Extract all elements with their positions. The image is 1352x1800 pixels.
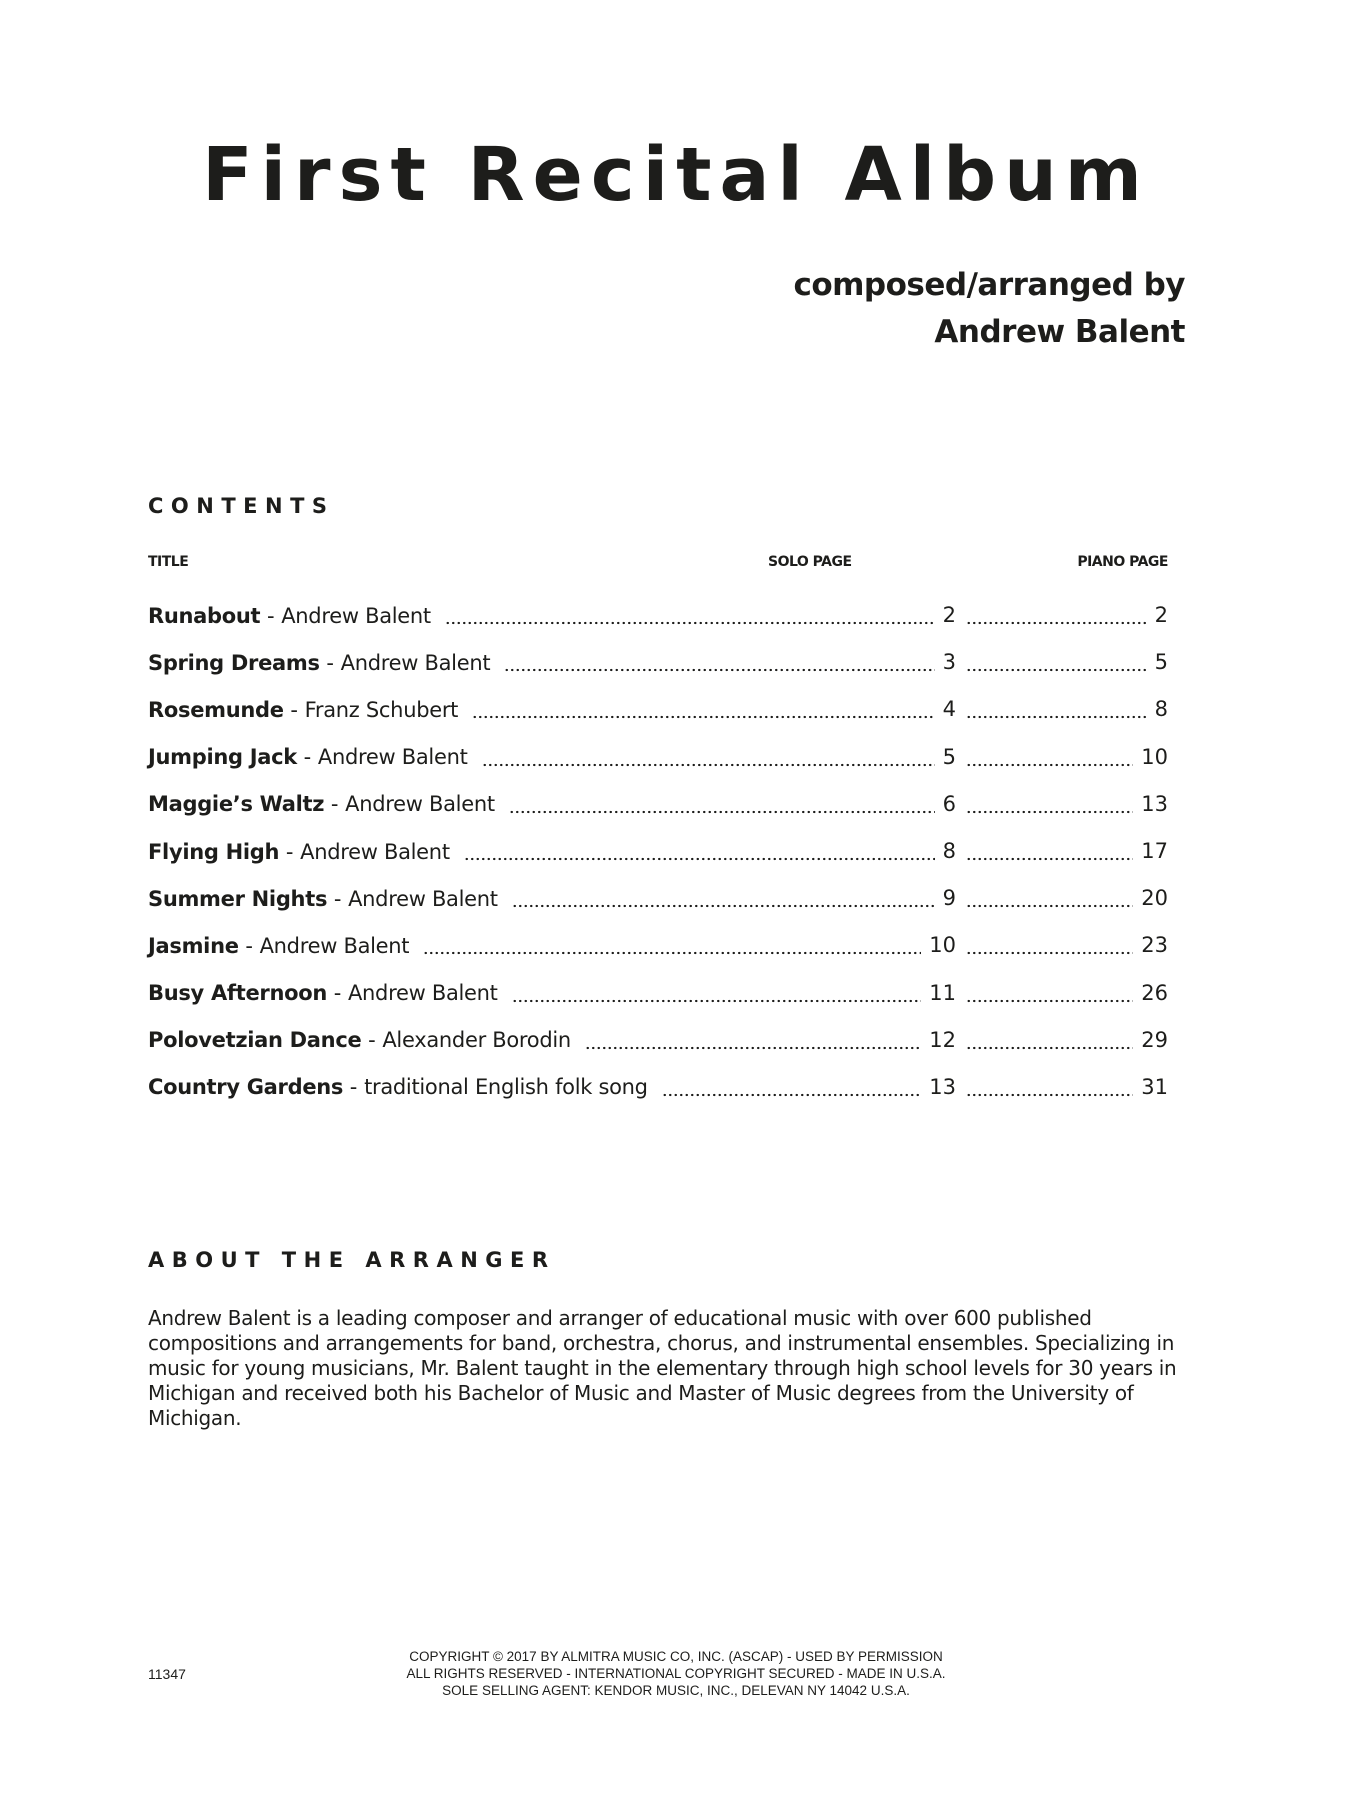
piece-title: Flying High xyxy=(148,839,280,864)
piece-title: Rosemunde xyxy=(148,697,284,722)
copyright-notice xyxy=(0,1648,1352,1699)
piece-title: Polovetzian Dance xyxy=(148,1028,362,1053)
solo-page-number: 9 xyxy=(942,886,956,911)
piano-page-number: 13 xyxy=(1141,791,1168,816)
dot-leader xyxy=(512,875,935,922)
toc-entry-label xyxy=(148,981,498,1005)
piece-composer: Andrew Balent xyxy=(347,981,498,1006)
copyright-line: COPYRIGHT © 2017 BY ALMITRA MUSIC CO, INC. (ASCAP) - USED BY PERMISSION xyxy=(409,1649,943,1664)
dot-leader xyxy=(966,922,1133,969)
title-separator: - xyxy=(343,1075,365,1100)
piece-composer: Andrew Balent xyxy=(345,792,495,817)
title-separator: - xyxy=(296,745,318,770)
dot-leader xyxy=(966,828,1133,875)
solo-page-number: 2 xyxy=(942,603,956,627)
column-header-solo-page: SOLO PAGE xyxy=(768,554,852,570)
toc-row xyxy=(148,970,1168,1017)
solo-page-number: 11 xyxy=(929,980,956,1005)
piece-composer: Alexander Borodin xyxy=(382,1028,571,1053)
dot-leader xyxy=(966,639,1147,686)
dot-leader xyxy=(966,734,1133,781)
toc-row xyxy=(148,922,1168,969)
toc-entry-label xyxy=(148,887,498,911)
dot-leader xyxy=(509,781,935,828)
piano-page-number: 17 xyxy=(1141,838,1168,863)
copyright-line: SOLE SELLING AGENT: KENDOR MUSIC, INC., DELEVAN NY 14042 U.S.A. xyxy=(442,1683,910,1698)
copyright-line: ALL RIGHTS RESERVED - INTERNATIONAL COPYRIGHT SECURED - MADE IN U.S.A. xyxy=(406,1666,946,1681)
piece-title: Maggie’s Waltz xyxy=(148,792,325,817)
piece-title: Country Gardens xyxy=(148,1075,344,1100)
piece-title: Jasmine xyxy=(148,933,239,958)
toc-row xyxy=(148,1064,1168,1111)
byline xyxy=(793,262,1185,356)
dot-leader xyxy=(966,1064,1133,1111)
toc-entry-label xyxy=(148,792,495,816)
solo-page-number: 13 xyxy=(929,1074,956,1099)
title-separator: - xyxy=(319,650,341,675)
piano-page-number: 29 xyxy=(1141,1027,1168,1052)
title-separator: - xyxy=(327,886,349,911)
piece-composer: Franz Schubert xyxy=(304,697,459,722)
page-title: First Recital Album xyxy=(202,132,1150,218)
column-header-title: TITLE xyxy=(148,554,189,570)
toc-row xyxy=(148,639,1168,686)
title-separator: - xyxy=(283,697,305,722)
dot-leader xyxy=(966,592,1147,639)
piece-title: Busy Afternoon xyxy=(148,981,328,1006)
solo-page-number: 10 xyxy=(929,933,956,958)
solo-page-number: 6 xyxy=(942,791,956,816)
piece-composer: Andrew Balent xyxy=(348,886,498,911)
column-header-piano-page: PIANO PAGE xyxy=(1077,554,1168,570)
toc-entry-label xyxy=(148,651,490,675)
byline-role: composed/arranged by xyxy=(793,267,1185,303)
piano-page-number: 20 xyxy=(1141,886,1168,911)
table-of-contents xyxy=(148,592,1168,1111)
toc-row xyxy=(148,1017,1168,1064)
dot-leader xyxy=(966,970,1133,1017)
toc-row xyxy=(148,686,1168,733)
toc-entry-label xyxy=(148,604,431,628)
piece-title: Spring Dreams xyxy=(148,650,320,675)
toc-entry-label xyxy=(148,1028,571,1052)
piano-page-number: 31 xyxy=(1141,1074,1168,1099)
dot-leader xyxy=(966,1017,1133,1064)
solo-page-number: 12 xyxy=(929,1027,956,1052)
title-separator: - xyxy=(324,792,346,817)
toc-row xyxy=(148,592,1168,639)
solo-page-number: 3 xyxy=(942,650,956,675)
piece-title: Runabout xyxy=(148,603,261,628)
toc-entry-label xyxy=(148,840,450,864)
piece-title: Summer Nights xyxy=(148,886,328,911)
dot-leader xyxy=(445,592,935,639)
title-separator: - xyxy=(260,603,282,628)
piano-page-number: 8 xyxy=(1154,697,1168,722)
piano-page-number: 5 xyxy=(1154,650,1168,675)
piece-composer: traditional English folk song xyxy=(364,1075,648,1100)
solo-page-number: 8 xyxy=(942,838,956,863)
title-separator: - xyxy=(238,933,260,958)
dot-leader xyxy=(966,781,1133,828)
dot-leader xyxy=(472,686,935,733)
piece-composer: Andrew Balent xyxy=(300,839,450,864)
piece-title: Jumping Jack xyxy=(148,745,297,770)
toc-entry-label xyxy=(148,1075,648,1099)
piece-composer: Andrew Balent xyxy=(259,933,410,958)
piano-page-number: 2 xyxy=(1154,603,1168,627)
contents-heading: CONTENTS xyxy=(148,494,335,518)
dot-leader xyxy=(464,828,935,875)
toc-entry-label xyxy=(148,698,458,722)
piece-composer: Andrew Balent xyxy=(340,650,491,675)
toc-row xyxy=(148,734,1168,781)
byline-author: Andrew Balent xyxy=(934,314,1185,350)
dot-leader xyxy=(512,970,922,1017)
dot-leader xyxy=(504,639,934,686)
piano-page-number: 23 xyxy=(1141,933,1168,958)
solo-page-number: 4 xyxy=(942,697,956,722)
toc-entry-label xyxy=(148,745,468,769)
dot-leader xyxy=(482,734,935,781)
toc-row xyxy=(148,875,1168,922)
about-heading: ABOUT THE ARRANGER xyxy=(148,1248,556,1272)
dot-leader xyxy=(585,1017,921,1064)
solo-page-number: 5 xyxy=(942,744,956,769)
toc-row xyxy=(148,781,1168,828)
about-paragraph: Andrew Balent is a leading composer and arranger of educational music with over 600 published compositions and arrangements for band, orchestra, chorus, and instrumental ensembles. Specializing in music for young musicians, Mr. Balent taught in the elementary through high school levels for 30 years in Michigan and received both his Bachelor of Music and Master of Music degrees from the University of Michigan. xyxy=(148,1306,1177,1430)
title-separator: - xyxy=(361,1028,383,1053)
title-separator: - xyxy=(327,981,348,1006)
dot-leader xyxy=(423,922,921,969)
title-separator: - xyxy=(279,839,301,864)
piano-page-number: 10 xyxy=(1141,744,1168,769)
toc-row xyxy=(148,828,1168,875)
piece-composer: Andrew Balent xyxy=(317,745,468,770)
piece-composer: Andrew Balent xyxy=(281,603,431,628)
dot-leader xyxy=(966,875,1133,922)
toc-entry-label xyxy=(148,934,409,958)
piano-page-number: 26 xyxy=(1141,980,1168,1005)
catalog-number: 11347 xyxy=(148,1666,186,1682)
dot-leader xyxy=(966,686,1147,733)
dot-leader xyxy=(662,1064,922,1111)
